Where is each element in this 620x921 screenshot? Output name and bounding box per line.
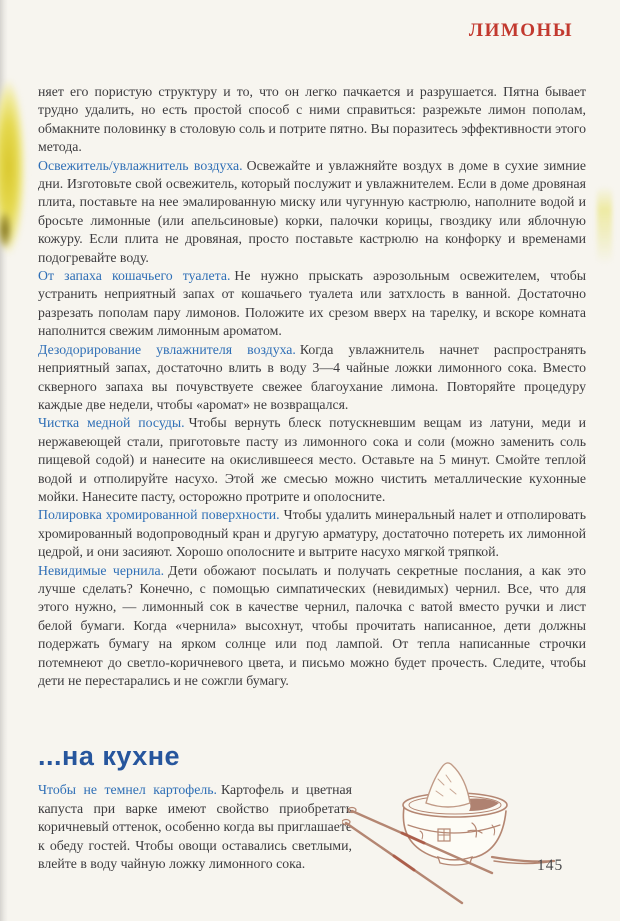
paragraph-heading: Дезодорирование увлажнителя воздуха. [38,341,296,357]
paragraph [38,267,586,341]
paragraph-body: Картофель и цветная капуста при варке имеют свойство приобретать коричневый оттенок, особенно когда вы приглашаете к обеду гостей. Чтобы овощи оставались светлыми, влейте в воду чайную ложку лимонного сока. [38,782,353,871]
paragraph [38,341,586,415]
paragraph-body: Чтобы вернуть блеск потускневшим вещам из латуни, меди и нержавеющей стали, приготовьте пасту из лимонного сока и соли (можно заменить соль пищевой содой) и нанесите на окислившееся место. Оставьте на 5 минут. Смойте теплой водой и отполируйте насухо. Этой же смесью можно чистить металлические кухонные мойки. Нанесите пасту, осторожно протрите и ополосните. [38,415,586,504]
right-edge-smudge [597,186,612,264]
paragraph [38,83,586,157]
paragraph [38,506,586,561]
paragraph-body: Не нужно прыскать аэрозольным освежителем, чтобы устранить неприятный запах от кошачьего туалета или затхлость в ванной. Достаточно разрезать пополам пару лимонов. Положите их срезом вверх на тарелку, и вскоре комната наполнится свежим лимонным ароматом. [38,268,586,339]
paragraph-heading: Освежитель/увлажнитель воздуха. [38,157,243,173]
paragraph [38,414,586,506]
paragraph-heading: Невидимые чернила. [38,562,165,578]
paragraph-heading: Чтобы не темнел картофель. [38,782,217,797]
main-text-block [38,83,586,690]
paragraph-body: Дети обожают посылать и получать секретные послания, а как это лучше сделать? Конечно, с помощью симпатических (невидимых) чернил. Все, что для этого нужно, — лимонный сок в качестве чернил, палочка с ватой вместо ручки и лист белой бумаги. Когда «чернила» высохнут, чтобы прочитать написанное, дети должны подержать бумагу на ярком солнце или под лампой. От тепла написанные строчки потемнеют до светло-коричневого цвета, и письмо можно будет прочесть. Следите, чтобы дети не перестарались и не сожгли бумагу. [38,562,586,688]
paragraph-heading: Чистка медной посуды. [38,415,185,431]
paragraph-body: Чтобы удалить минеральный налет и отполировать хромированный водопроводный кран и другую арматуру, достаточно потереть их лимонной цедрой, и они засияют. Хорошо ополосните и вытрите насухо мягкой тряпкой. [38,507,586,560]
paragraph [38,157,586,267]
lemon-bleed-shadow [0,206,15,254]
lemon-bleed-image [0,52,33,292]
bowl-illustration [342,745,582,905]
running-head: ЛИМОНЫ [468,20,573,41]
paragraph-heading: От запаха кошачьего туалета. [38,268,231,284]
paragraph-body: Освежайте и увлажняйте воздух в доме в сухие зимние дни. Изготовьте свой освежитель, который послужит и увлажнителем. Если в доме дровяная плита, поставьте на нее эмалированную миску или чугунную кастрюлю, наполните водой и бросьте лимонные (или апельсиновые) корки, палочки корицы, гвоздику или яблочную кожуру. Если плита не дровяная, просто поставьте кастрюлю на конфорку и временами подогревайте воду. [38,157,586,265]
section-heading: ...на кухне [38,741,181,771]
paragraph [38,562,586,691]
paragraph-body: Когда увлажнитель начнет распространять неприятный запах, достаточно влить в воду 3—4 чайные ложки лимонного сока. Вместо скверного запаха вы почувствуете свежее благоухание лимона. Повторяйте процедуру каждые две недели, чтобы «аромат» не возвращался. [38,341,586,412]
page-number: 145 [537,857,564,874]
paragraph-body: няет его пористую структуру и то, что он легко пачкается и разрушается. Пятна бывает трудно удалить, но есть простой способ с ними справиться: разрежьте лимон пополам, обмакните половинку в столовую соль и потрите пятно. Вы поразитесь эффективности этого метода. [38,84,586,155]
paragraph-heading: Полировка хромированной поверхности. [38,507,280,523]
paragraph [38,781,352,874]
